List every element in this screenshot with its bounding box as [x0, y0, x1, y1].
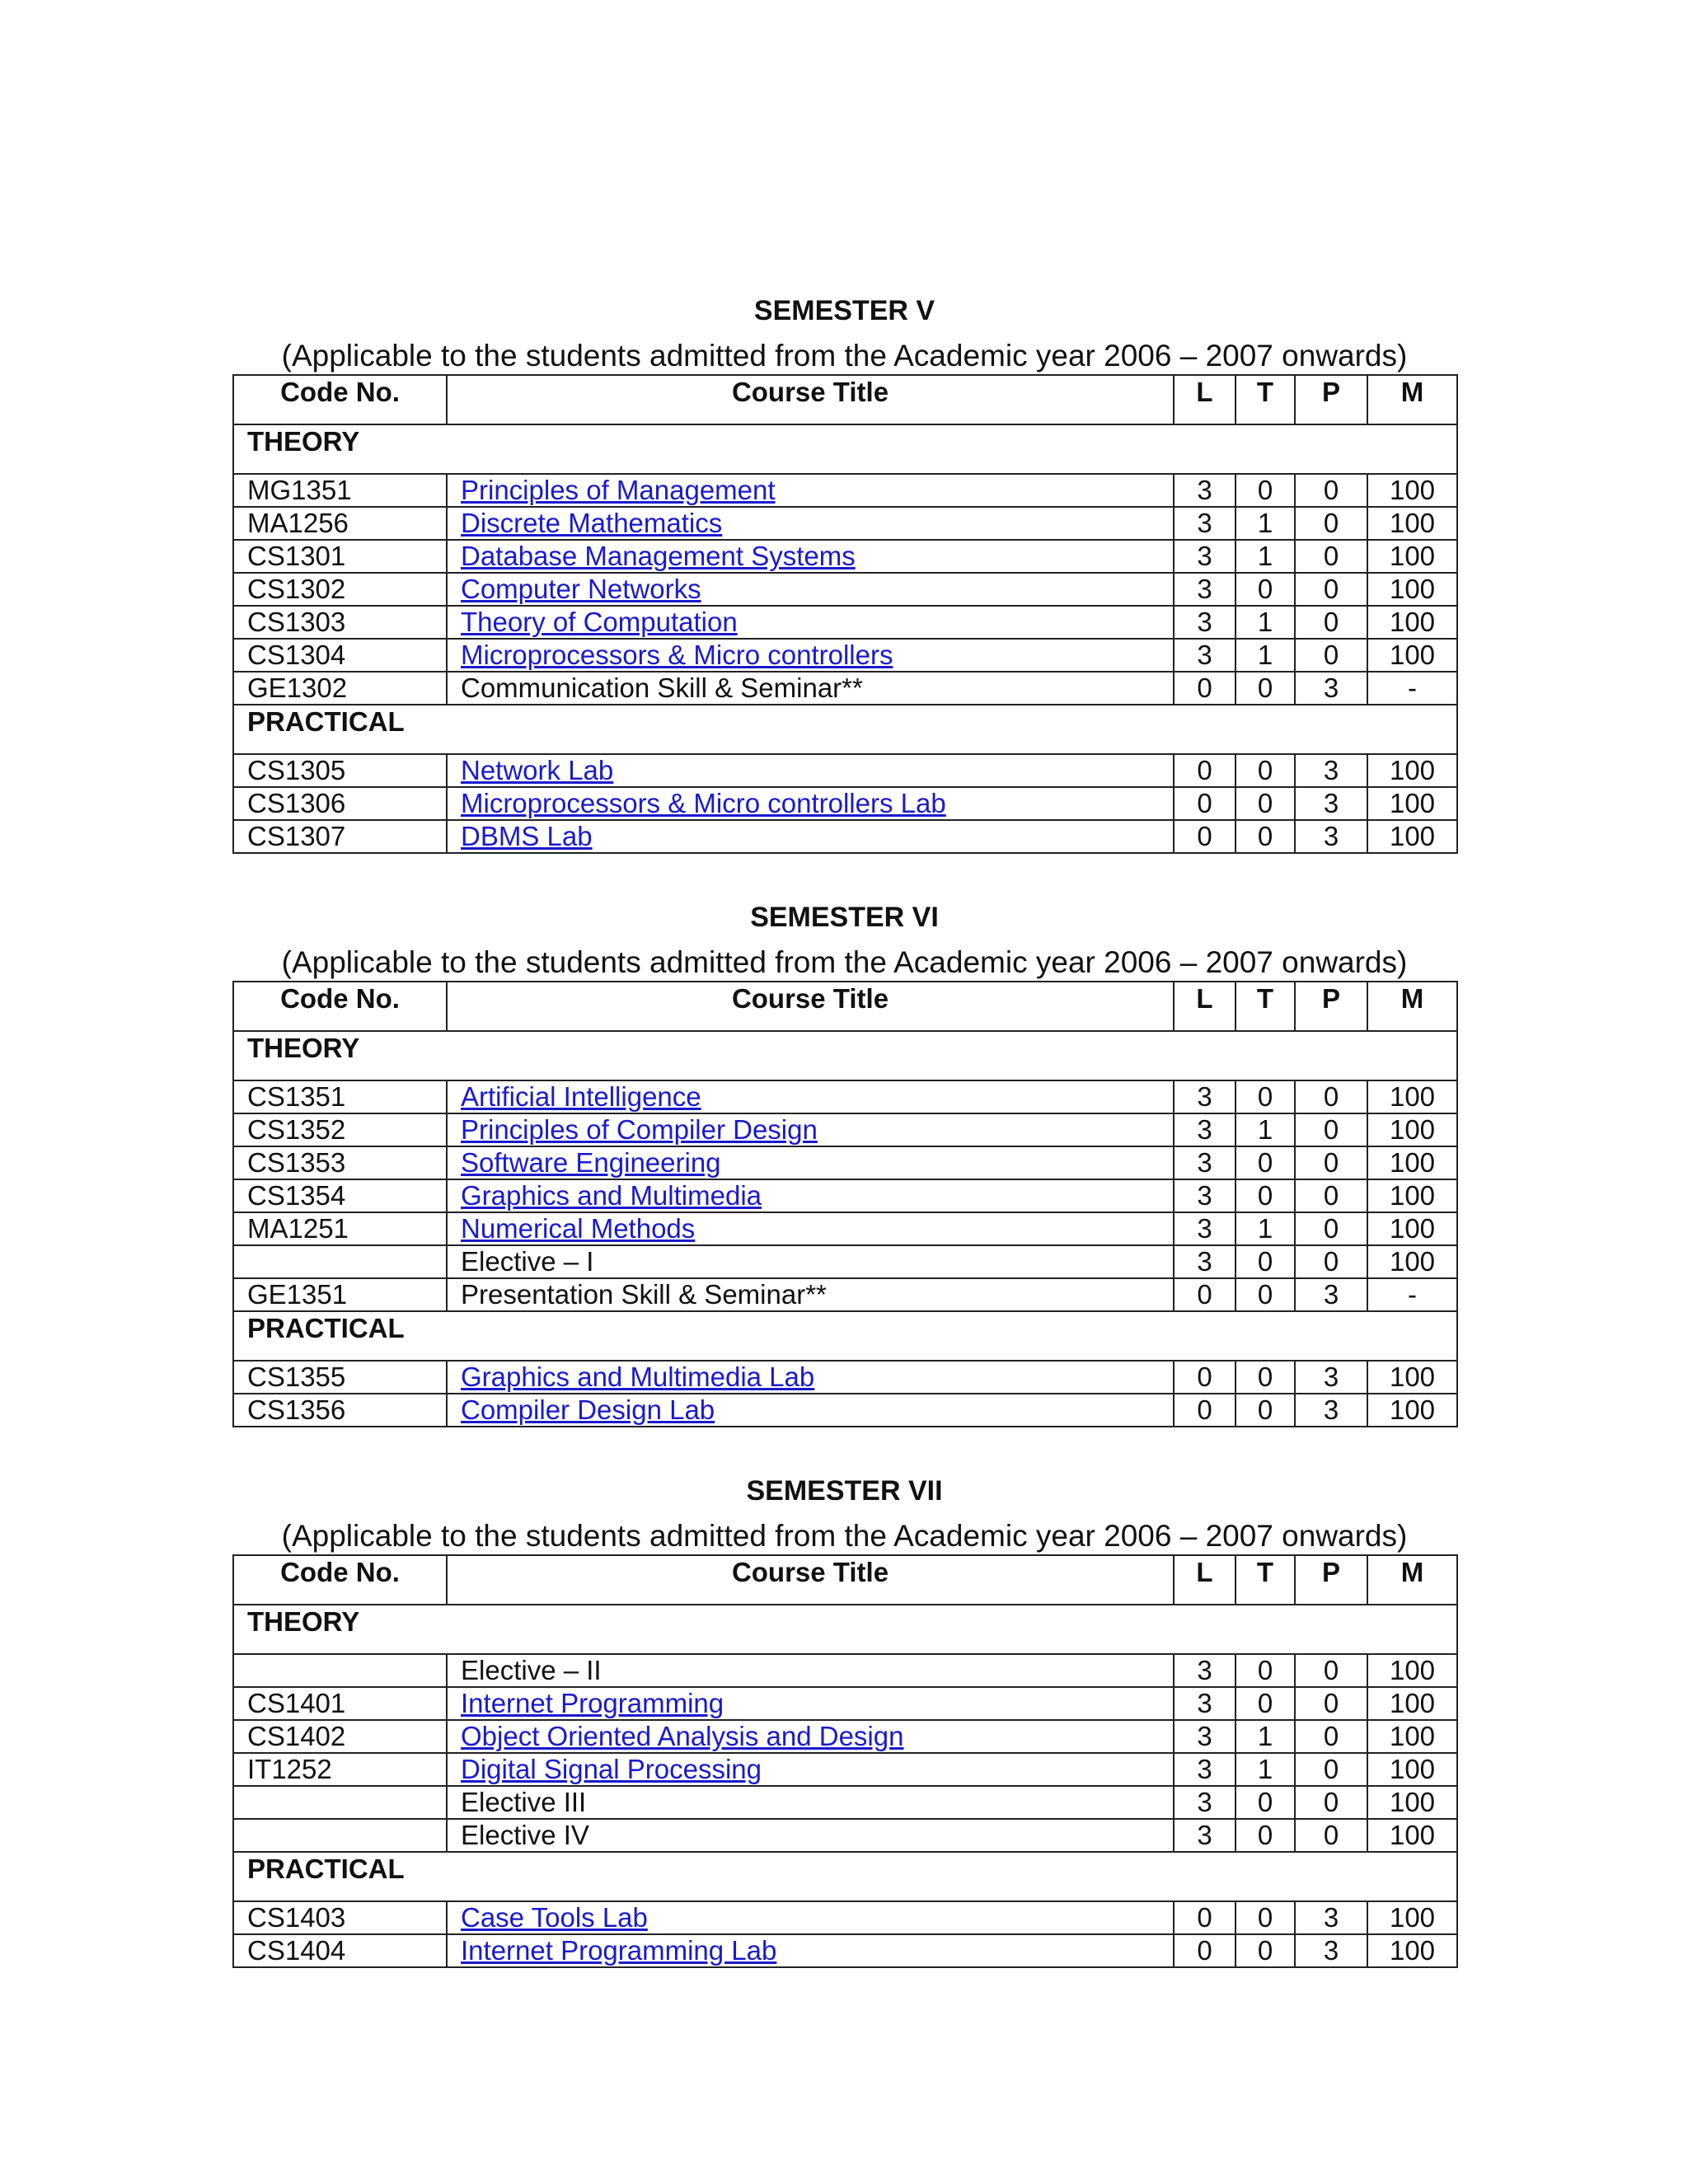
- lecture-hours: 0: [1174, 754, 1236, 787]
- course-code: MA1251: [233, 1212, 447, 1245]
- tutorial-hours: 0: [1236, 1934, 1295, 1967]
- tutorial-hours: 1: [1236, 1753, 1295, 1786]
- header-code-no: Code No.: [233, 1555, 447, 1605]
- lecture-hours: 0: [1174, 1361, 1236, 1394]
- max-marks: 100: [1367, 787, 1457, 820]
- header-l: L: [1174, 982, 1236, 1031]
- max-marks: 100: [1367, 639, 1457, 672]
- lecture-hours: 3: [1174, 1113, 1236, 1146]
- lecture-hours: 0: [1174, 1394, 1236, 1427]
- tutorial-hours: 0: [1236, 474, 1295, 507]
- tutorial-hours: 0: [1236, 1361, 1295, 1394]
- lecture-hours: 3: [1174, 1654, 1236, 1687]
- practical-hours: 3: [1295, 787, 1367, 820]
- course-code: CS1352: [233, 1113, 447, 1146]
- course-title-cell: [447, 1654, 1174, 1687]
- course-title-link[interactable]: Theory of Computation: [461, 607, 738, 637]
- lecture-hours: 3: [1174, 573, 1236, 606]
- course-row: [233, 1179, 1457, 1212]
- practical-hours: 3: [1295, 820, 1367, 853]
- course-code: CS1404: [233, 1934, 447, 1967]
- practical-hours: 0: [1295, 573, 1367, 606]
- section-row: [233, 705, 1457, 754]
- course-title-cell: [447, 1080, 1174, 1113]
- course-title-cell: [447, 1934, 1174, 1967]
- course-title-cell: [447, 474, 1174, 507]
- header-code-no: Code No.: [233, 375, 447, 424]
- tutorial-hours: 0: [1236, 1245, 1295, 1278]
- course-row: [233, 1934, 1457, 1967]
- max-marks: 100: [1367, 1901, 1457, 1934]
- section-label: PRACTICAL: [233, 1852, 1457, 1901]
- practical-hours: 3: [1295, 1394, 1367, 1427]
- header-p: P: [1295, 982, 1367, 1031]
- practical-hours: 0: [1295, 1819, 1367, 1852]
- practical-hours: 3: [1295, 1278, 1367, 1311]
- tutorial-hours: 0: [1236, 1278, 1295, 1311]
- practical-hours: 0: [1295, 606, 1367, 639]
- tutorial-hours: 1: [1236, 1720, 1295, 1753]
- course-row: [233, 787, 1457, 820]
- section-label: THEORY: [233, 1031, 1457, 1080]
- practical-hours: 0: [1295, 474, 1367, 507]
- course-title-link[interactable]: Digital Signal Processing: [461, 1754, 762, 1784]
- header-p: P: [1295, 1555, 1367, 1605]
- course-title-cell: [447, 672, 1174, 705]
- max-marks: 100: [1367, 1212, 1457, 1245]
- semester-block: [232, 1469, 1456, 1968]
- tutorial-hours: 0: [1236, 1901, 1295, 1934]
- course-row: [233, 1720, 1457, 1753]
- lecture-hours: 3: [1174, 507, 1236, 540]
- course-title-cell: [447, 1179, 1174, 1212]
- tutorial-hours: 0: [1236, 1179, 1295, 1212]
- course-title-link[interactable]: Principles of Compiler Design: [461, 1114, 818, 1145]
- header-t: T: [1236, 1555, 1295, 1605]
- max-marks: 100: [1367, 1654, 1457, 1687]
- course-title-cell: [447, 1278, 1174, 1311]
- practical-hours: 0: [1295, 1720, 1367, 1753]
- course-row: [233, 1819, 1457, 1852]
- course-row: [233, 1212, 1457, 1245]
- section-label: THEORY: [233, 1605, 1457, 1654]
- course-title-link[interactable]: Internet Programming: [461, 1688, 724, 1718]
- course-row: [233, 1786, 1457, 1819]
- lecture-hours: 3: [1174, 540, 1236, 573]
- lecture-hours: 3: [1174, 1212, 1236, 1245]
- course-code: CS1305: [233, 754, 447, 787]
- lecture-hours: 3: [1174, 606, 1236, 639]
- course-code: CS1355: [233, 1361, 447, 1394]
- lecture-hours: 3: [1174, 1146, 1236, 1179]
- lecture-hours: 0: [1174, 672, 1236, 705]
- course-row: [233, 1278, 1457, 1311]
- course-code: [233, 1819, 447, 1852]
- lecture-hours: 3: [1174, 639, 1236, 672]
- course-title-cell: [447, 1786, 1174, 1819]
- lecture-hours: 3: [1174, 1819, 1236, 1852]
- course-title-link[interactable]: Graphics and Multimedia Lab: [461, 1361, 815, 1392]
- course-row: [233, 1654, 1457, 1687]
- course-row: [233, 1394, 1457, 1427]
- course-code: CS1301: [233, 540, 447, 573]
- practical-hours: 0: [1295, 1080, 1367, 1113]
- max-marks: 100: [1367, 540, 1457, 573]
- course-title-cell: [447, 1687, 1174, 1720]
- course-title-link[interactable]: Computer Networks: [461, 574, 701, 604]
- course-row: [233, 1687, 1457, 1720]
- tutorial-hours: 0: [1236, 820, 1295, 853]
- course-row: [233, 1361, 1457, 1394]
- max-marks: 100: [1367, 1786, 1457, 1819]
- course-title-cell: [447, 1245, 1174, 1278]
- course-title-link[interactable]: Discrete Mathematics: [461, 508, 723, 538]
- course-title: Communication Skill & Seminar**: [461, 673, 863, 703]
- practical-hours: 0: [1295, 1212, 1367, 1245]
- max-marks: 100: [1367, 507, 1457, 540]
- tutorial-hours: 0: [1236, 1080, 1295, 1113]
- course-code: CS1303: [233, 606, 447, 639]
- practical-hours: 0: [1295, 540, 1367, 573]
- max-marks: 100: [1367, 474, 1457, 507]
- course-code: CS1401: [233, 1687, 447, 1720]
- tutorial-hours: 0: [1236, 754, 1295, 787]
- tutorial-hours: 0: [1236, 573, 1295, 606]
- course-row: [233, 1753, 1457, 1786]
- section-label: PRACTICAL: [233, 705, 1457, 754]
- course-title-link[interactable]: Artificial Intelligence: [461, 1081, 701, 1112]
- max-marks: -: [1367, 1278, 1457, 1311]
- course-title-cell: [447, 1901, 1174, 1934]
- lecture-hours: 0: [1174, 1278, 1236, 1311]
- tutorial-hours: 0: [1236, 1687, 1295, 1720]
- tutorial-hours: 0: [1236, 1819, 1295, 1852]
- max-marks: 100: [1367, 1146, 1457, 1179]
- header-l: L: [1174, 1555, 1236, 1605]
- tutorial-hours: 1: [1236, 639, 1295, 672]
- course-title-link[interactable]: Object Oriented Analysis and Design: [461, 1721, 904, 1751]
- course-row: [233, 1901, 1457, 1934]
- practical-hours: 0: [1295, 1654, 1367, 1687]
- course-title-link[interactable]: Principles of Management: [461, 475, 776, 505]
- course-title-cell: [447, 573, 1174, 606]
- max-marks: 100: [1367, 820, 1457, 853]
- header-m: M: [1367, 982, 1457, 1031]
- course-title-link[interactable]: Network Lab: [461, 755, 614, 785]
- practical-hours: 0: [1295, 1179, 1367, 1212]
- lecture-hours: 0: [1174, 1901, 1236, 1934]
- section-row: [233, 1031, 1457, 1080]
- course-title: Elective – II: [461, 1655, 602, 1685]
- course-code: [233, 1786, 447, 1819]
- course-title-cell: [447, 1394, 1174, 1427]
- course-code: CS1304: [233, 639, 447, 672]
- course-row: [233, 1245, 1457, 1278]
- course-row: [233, 820, 1457, 853]
- course-title-cell: [447, 1361, 1174, 1394]
- lecture-hours: 3: [1174, 1245, 1236, 1278]
- header-t: T: [1236, 375, 1295, 424]
- course-title-cell: [447, 1146, 1174, 1179]
- lecture-hours: 3: [1174, 1753, 1236, 1786]
- course-title-cell: [447, 820, 1174, 853]
- tutorial-hours: 0: [1236, 1786, 1295, 1819]
- max-marks: 100: [1367, 1245, 1457, 1278]
- course-code: GE1302: [233, 672, 447, 705]
- course-title-cell: [447, 1113, 1174, 1146]
- course-code: [233, 1245, 447, 1278]
- course-code: CS1356: [233, 1394, 447, 1427]
- max-marks: 100: [1367, 1080, 1457, 1113]
- course-row: [233, 507, 1457, 540]
- practical-hours: 3: [1295, 1901, 1367, 1934]
- course-title-cell: [447, 1720, 1174, 1753]
- course-code: CS1402: [233, 1720, 447, 1753]
- course-row: [233, 474, 1457, 507]
- semester-title: SEMESTER V: [753, 295, 935, 326]
- lecture-hours: 3: [1174, 1687, 1236, 1720]
- section-label: THEORY: [233, 424, 1457, 474]
- max-marks: 100: [1367, 1720, 1457, 1753]
- course-code: CS1306: [233, 787, 447, 820]
- section-label: PRACTICAL: [233, 1311, 1457, 1361]
- course-code: CS1307: [233, 820, 447, 853]
- max-marks: 100: [1367, 1361, 1457, 1394]
- course-title-link[interactable]: Numerical Methods: [461, 1213, 696, 1244]
- course-title-link[interactable]: Compiler Design Lab: [461, 1394, 715, 1425]
- max-marks: 100: [1367, 1113, 1457, 1146]
- practical-hours: 0: [1295, 1687, 1367, 1720]
- course-title-cell: [447, 606, 1174, 639]
- course-title-cell: [447, 540, 1174, 573]
- section-row: [233, 1605, 1457, 1654]
- semester-subtitle: (Applicable to the students admitted from the Academic year 2006 – 2007 onwards): [281, 339, 1408, 373]
- header-m: M: [1367, 1555, 1457, 1605]
- header-l: L: [1174, 375, 1236, 424]
- course-title-link[interactable]: Microprocessors & Micro controllers Lab: [461, 788, 946, 818]
- course-row: [233, 540, 1457, 573]
- tutorial-hours: 1: [1236, 1113, 1295, 1146]
- course-code: CS1354: [233, 1179, 447, 1212]
- semester-subtitle: (Applicable to the students admitted from the Academic year 2006 – 2007 onwards): [281, 945, 1408, 979]
- lecture-hours: 3: [1174, 474, 1236, 507]
- course-table: [232, 1554, 1458, 1968]
- semester-title: SEMESTER VI: [750, 902, 939, 933]
- course-title-link[interactable]: Database Management Systems: [461, 541, 856, 571]
- tutorial-hours: 0: [1236, 672, 1295, 705]
- practical-hours: 0: [1295, 1786, 1367, 1819]
- curriculum-page: [232, 288, 1456, 2009]
- tutorial-hours: 0: [1236, 1654, 1295, 1687]
- course-row: [233, 606, 1457, 639]
- practical-hours: 0: [1295, 507, 1367, 540]
- semester-subtitle: (Applicable to the students admitted from the Academic year 2006 – 2007 onwards): [281, 1519, 1408, 1553]
- course-row: [233, 639, 1457, 672]
- section-row: [233, 1311, 1457, 1361]
- lecture-hours: 0: [1174, 820, 1236, 853]
- course-title-link[interactable]: Graphics and Multimedia: [461, 1180, 762, 1211]
- lecture-hours: 0: [1174, 1934, 1236, 1967]
- lecture-hours: 0: [1174, 787, 1236, 820]
- practical-hours: 3: [1295, 672, 1367, 705]
- header-course-title: Course Title: [447, 1555, 1174, 1605]
- practical-hours: 0: [1295, 639, 1367, 672]
- course-code: IT1252: [233, 1753, 447, 1786]
- course-title-cell: [447, 787, 1174, 820]
- course-code: GE1351: [233, 1278, 447, 1311]
- max-marks: 100: [1367, 754, 1457, 787]
- course-row: [233, 672, 1457, 705]
- max-marks: 100: [1367, 1934, 1457, 1967]
- header-t: T: [1236, 982, 1295, 1031]
- course-title: Elective III: [461, 1787, 587, 1817]
- tutorial-hours: 1: [1236, 540, 1295, 573]
- practical-hours: 0: [1295, 1113, 1367, 1146]
- lecture-hours: 3: [1174, 1786, 1236, 1819]
- semester-block: [232, 288, 1456, 854]
- practical-hours: 0: [1295, 1245, 1367, 1278]
- course-row: [233, 1113, 1457, 1146]
- course-title-cell: [447, 507, 1174, 540]
- practical-hours: 0: [1295, 1753, 1367, 1786]
- header-m: M: [1367, 375, 1457, 424]
- header-course-title: Course Title: [447, 982, 1174, 1031]
- section-row: [233, 1852, 1457, 1901]
- header-course-title: Course Title: [447, 375, 1174, 424]
- course-title: Elective IV: [461, 1820, 589, 1850]
- course-title-link[interactable]: DBMS Lab: [461, 821, 593, 851]
- course-title-cell: [447, 1819, 1174, 1852]
- table-header-row: [233, 375, 1457, 424]
- course-row: [233, 1080, 1457, 1113]
- max-marks: 100: [1367, 1753, 1457, 1786]
- tutorial-hours: 1: [1236, 1212, 1295, 1245]
- header-code-no: Code No.: [233, 982, 447, 1031]
- practical-hours: 0: [1295, 1146, 1367, 1179]
- course-row: [233, 1146, 1457, 1179]
- tutorial-hours: 0: [1236, 787, 1295, 820]
- table-header-row: [233, 982, 1457, 1031]
- course-row: [233, 754, 1457, 787]
- lecture-hours: 3: [1174, 1080, 1236, 1113]
- course-title: Elective – I: [461, 1246, 594, 1277]
- course-title-link[interactable]: Software Engineering: [461, 1147, 721, 1178]
- max-marks: 100: [1367, 573, 1457, 606]
- course-title-cell: [447, 754, 1174, 787]
- course-code: CS1403: [233, 1901, 447, 1934]
- lecture-hours: 3: [1174, 1720, 1236, 1753]
- header-p: P: [1295, 375, 1367, 424]
- course-code: CS1353: [233, 1146, 447, 1179]
- course-title-cell: [447, 1753, 1174, 1786]
- tutorial-hours: 1: [1236, 606, 1295, 639]
- max-marks: 100: [1367, 1179, 1457, 1212]
- course-code: CS1302: [233, 573, 447, 606]
- max-marks: 100: [1367, 606, 1457, 639]
- course-code: [233, 1654, 447, 1687]
- course-table: [232, 981, 1458, 1427]
- section-row: [233, 424, 1457, 474]
- max-marks: 100: [1367, 1394, 1457, 1427]
- tutorial-hours: 0: [1236, 1146, 1295, 1179]
- course-title-cell: [447, 1212, 1174, 1245]
- course-title-link[interactable]: Microprocessors & Micro controllers: [461, 640, 893, 670]
- course-title-link[interactable]: Case Tools Lab: [461, 1902, 648, 1933]
- semester-block: [232, 895, 1456, 1427]
- course-code: MA1256: [233, 507, 447, 540]
- course-table: [232, 374, 1458, 854]
- course-title: Presentation Skill & Seminar**: [461, 1279, 827, 1310]
- max-marks: -: [1367, 672, 1457, 705]
- practical-hours: 3: [1295, 754, 1367, 787]
- practical-hours: 3: [1295, 1934, 1367, 1967]
- max-marks: 100: [1367, 1687, 1457, 1720]
- tutorial-hours: 1: [1236, 507, 1295, 540]
- course-title-cell: [447, 639, 1174, 672]
- table-header-row: [233, 1555, 1457, 1605]
- course-row: [233, 573, 1457, 606]
- lecture-hours: 3: [1174, 1179, 1236, 1212]
- course-title-link[interactable]: Internet Programming Lab: [461, 1935, 777, 1966]
- max-marks: 100: [1367, 1819, 1457, 1852]
- course-code: CS1351: [233, 1080, 447, 1113]
- semester-title: SEMESTER VII: [746, 1475, 943, 1507]
- tutorial-hours: 0: [1236, 1394, 1295, 1427]
- course-code: MG1351: [233, 474, 447, 507]
- practical-hours: 3: [1295, 1361, 1367, 1394]
